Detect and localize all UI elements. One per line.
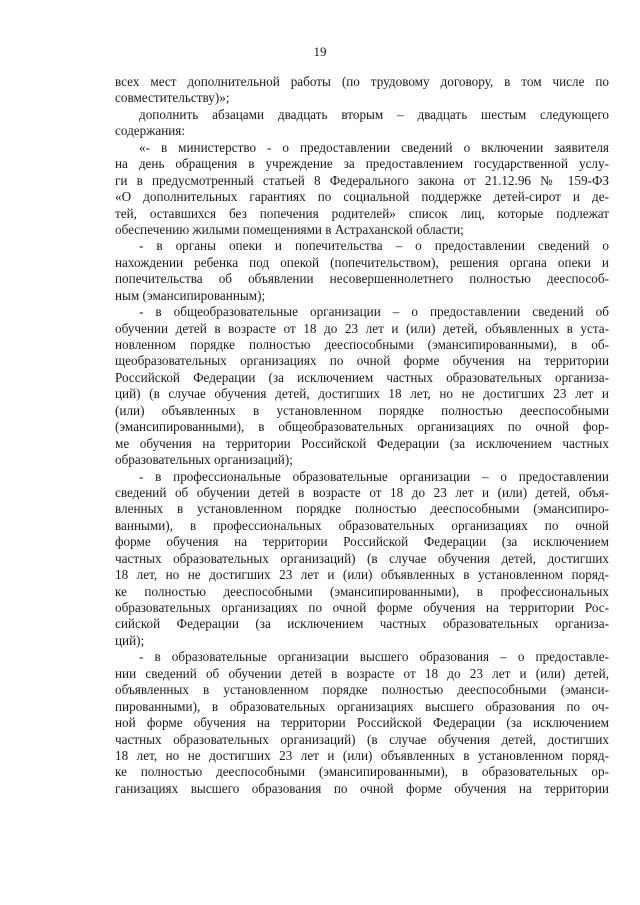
text-line: щеобразовательных организациях по очной форме обучения на территории <box>115 353 609 369</box>
text-line: - в общеобразовательные организации – о предоставлении сведений об <box>139 304 609 320</box>
text-line: частных образовательных организаций) (в случае обучения детей, достигших <box>115 731 609 747</box>
page-number: 19 <box>313 44 327 59</box>
text-line: ций); <box>115 632 145 648</box>
text-line: 18 лет, но не достигших 23 лет и (или) объявленных в установленном поряд- <box>115 747 609 763</box>
text-line: ганизациях высшего образования по очной форме обучения на территории <box>115 780 609 796</box>
text-line: образовательных организациях по очной форме обучения на территории Рос- <box>115 600 609 615</box>
text-line: совместительству)»; <box>115 90 230 106</box>
text-line: (или) объявленных в установленном порядке полностью дееспособными <box>115 402 609 418</box>
text-line: - в органы опеки и попечительства – о предоставлении сведений о <box>139 238 609 254</box>
text-line: ванными), в профессиональных образовательных организациях по очной <box>115 517 609 533</box>
text-line: - в профессиональные образовательные организации – о предоставлении <box>139 468 609 484</box>
text-line: обеспечению жилыми помещениями в Астраханской области; <box>115 221 464 237</box>
text-line: ций) (в случае обучения детей, достигших 18 лет, но не достигших 23 лет и <box>115 386 609 402</box>
text-line: содержания: <box>115 123 186 139</box>
text-line: на день обращения в учреждение за предоставлением государственной услу- <box>115 156 609 172</box>
text-line: нии сведений об обучении детей в возрасте от 18 до 23 лет и (или) детей, <box>115 665 609 681</box>
text-line: новленном порядке полностью дееспособными (эмансипированными), в об- <box>115 337 609 352</box>
text-line: - в образовательные организации высшего образования – о предоставле- <box>139 649 609 665</box>
text-line: пированными), в образовательных организациях высшего образования по оч- <box>115 698 609 714</box>
text-line: сведений об обучении детей в возрасте от 18 до 23 лет и (или) детей, объя- <box>115 484 609 500</box>
text-line: тей, оставшихся без попечения родителей» список лиц, которые подлежат <box>115 205 609 221</box>
text-line: сийской Федерации (за исключением частных образовательных организа- <box>115 616 609 632</box>
text-line: нахождении ребенка под опекой (попечительством), решения органа опеки и <box>115 254 609 270</box>
document-body <box>115 74 609 797</box>
text-line: Российской Федерации (за исключением частных образовательных организа- <box>115 369 609 385</box>
text-line: вленных в установленном порядке полностью дееспособными (эмансипиро- <box>115 501 609 517</box>
text-line: ме обучения на территории Российской Федерации (за исключением частных <box>115 435 609 451</box>
text-line: ке полностью дееспособными (эмансипированными), в образовательных ор- <box>115 764 609 780</box>
text-line: «- в министерство - о предоставлении сведений о включении заявителя <box>139 139 609 155</box>
text-line: всех мест дополнительной работы (по трудовому договору, в том числе по <box>115 74 609 89</box>
text-line: обучении детей в возрасте от 18 до 23 лет и (или) детей, объявленных в уста- <box>115 320 609 336</box>
text-line: форме обучения на территории Российской Федерации (за исключением <box>115 534 609 550</box>
text-line: 18 лет, но не достигших 23 лет и (или) объявленных в установленном поряд- <box>115 567 609 583</box>
text-line: ке полностью дееспособными (эмансипированными), в профессиональных <box>115 583 609 599</box>
text-line: образовательных организаций); <box>115 452 293 468</box>
text-line: объявленных в установленном порядке полностью дееспособными (эманси- <box>115 682 609 698</box>
text-line: попечительства об объявлении несовершеннолетнего полностью дееспособ- <box>115 271 609 287</box>
text-line: «О дополнительных гарантиях по социальной поддержке детей-сирот и де- <box>115 189 609 205</box>
text-line: ным (эмансипированным); <box>115 287 266 303</box>
text-line: частных образовательных организаций) (в случае обучения детей, достигших <box>115 550 609 566</box>
text-line: ги в предусмотренный статьей 8 Федерального закона от 21.12.96 № 159-ФЗ <box>115 172 609 188</box>
text-line: ной форме обучения на территории Российской Федерации (за исключением <box>115 715 609 731</box>
text-line: дополнить абзацами двадцать вторым – двадцать шестым следующего <box>139 106 609 122</box>
text-line: (эмансипированными), в общеобразовательных организациях по очной фор- <box>115 419 609 435</box>
